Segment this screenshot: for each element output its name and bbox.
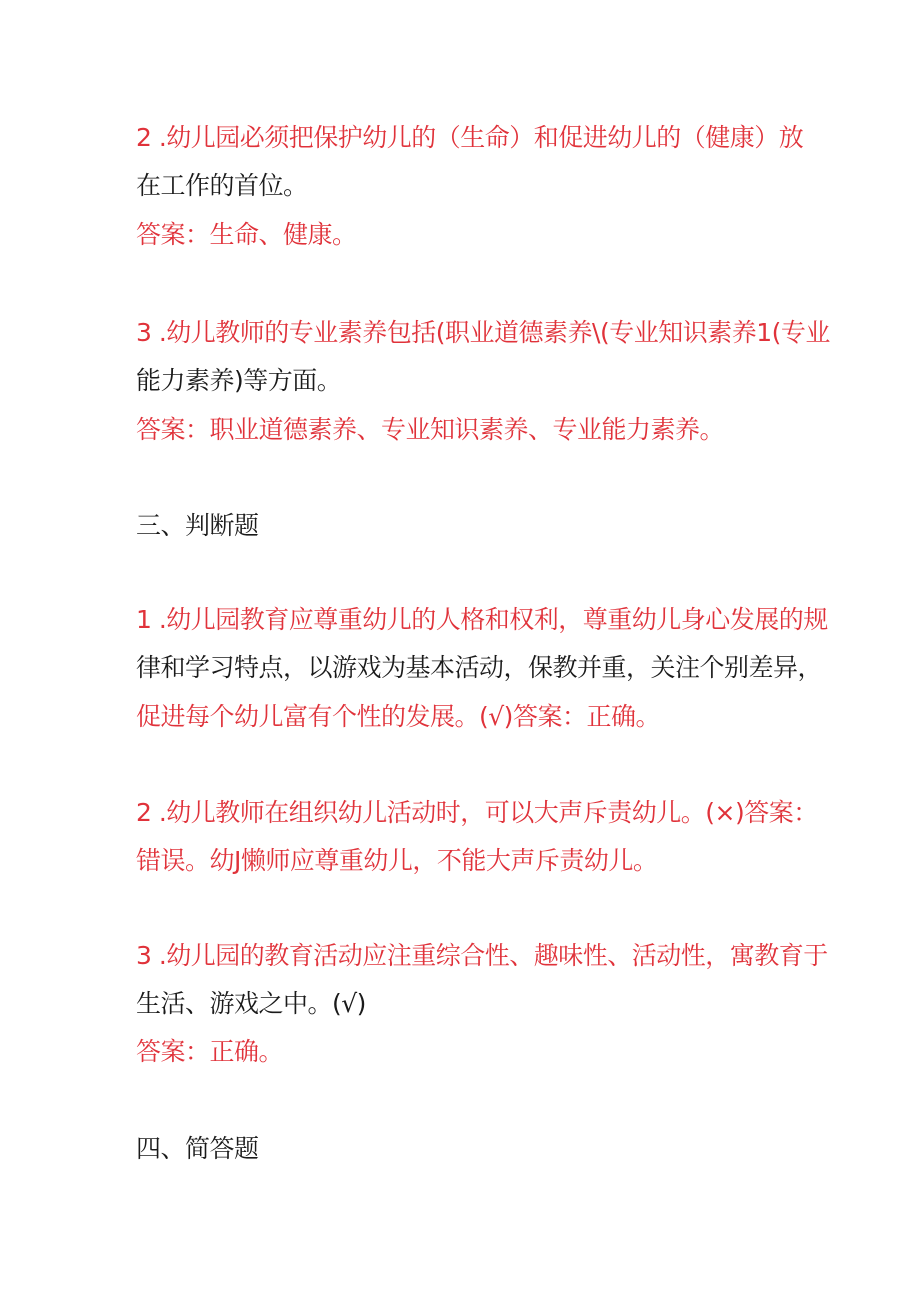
tf-q2-line1: 2 .幼儿教师在组织幼儿活动时，可以大声斥责幼儿。(×)答案： (136, 798, 818, 827)
fill-in-q3-line2: 能力素养)等方面。 (136, 366, 342, 395)
tf-q3-line2: 生活、游戏之中。(√) (136, 989, 366, 1018)
tf-q3-line1: 3 .幼儿园的教育活动应注重综合性、趣味性、活动性，寓教育于 (136, 941, 828, 970)
tf-q1-line1: 1 .幼儿园教育应尊重幼儿的人格和权利，尊重幼儿身心发展的规 (136, 605, 828, 634)
tf-q3-answer: 答案：正确。 (136, 1037, 284, 1066)
tf-q1-line3: 促进每个幼儿富有个性的发展。(√)答案：正确。 (136, 702, 660, 731)
fill-in-q2-line1: 2 .幼儿园必须把保护幼儿的（生命）和促进幼儿的（健康）放 (136, 123, 804, 152)
section4-title: 四、简答题 (136, 1134, 259, 1163)
tf-q2-line2: 错误。幼J懒师应尊重幼儿，不能大声斥责幼儿。 (136, 846, 658, 875)
tf-q1-line2: 律和学习特点，以游戏为基本活动，保教并重，关注个别差异， (136, 653, 823, 682)
fill-in-q3-answer: 答案：职业道德素养、专业知识素养、专业能力素养。 (136, 415, 725, 444)
fill-in-q2-line2: 在工作的首位。 (136, 171, 308, 200)
section3-title: 三、判断题 (136, 511, 259, 540)
fill-in-q3-line1: 3 .幼儿教师的专业素养包括(职业道德素养\(专业知识素养1(专业 (136, 318, 830, 347)
fill-in-q2-answer: 答案：生命、健康。 (136, 220, 357, 249)
